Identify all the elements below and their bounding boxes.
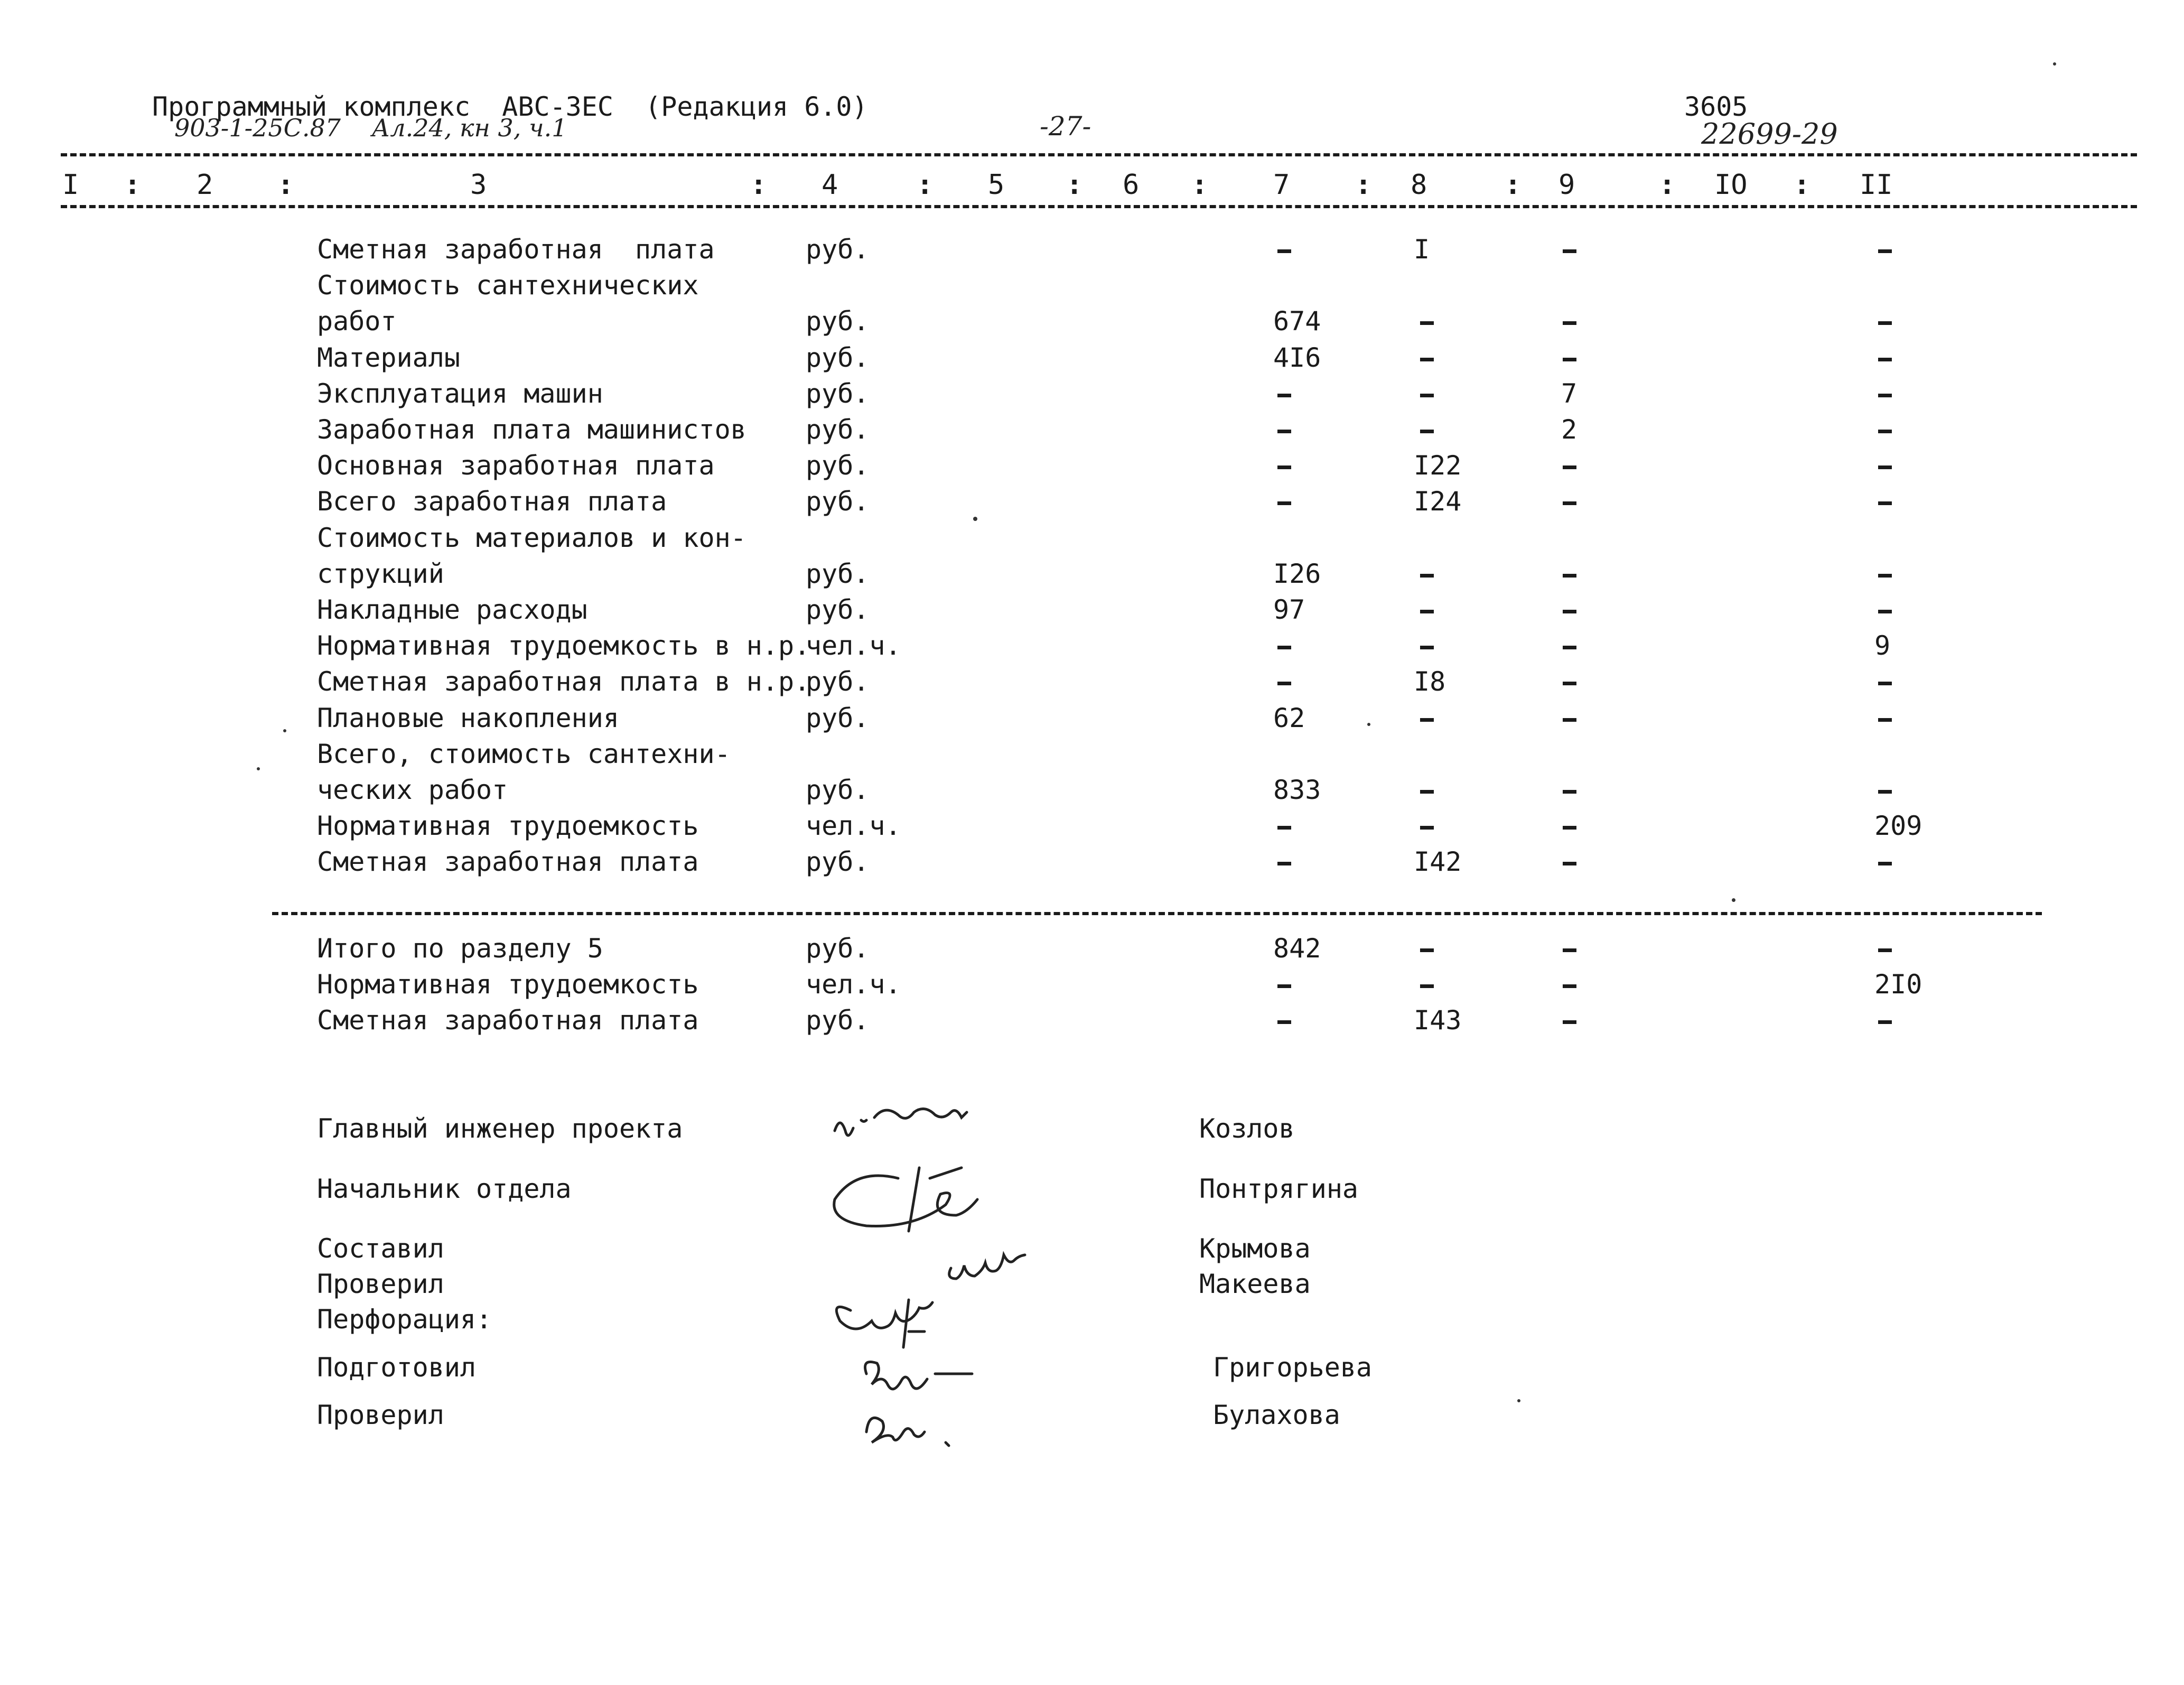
cell-col9 [1563, 249, 1576, 253]
column-separator: : [917, 169, 934, 201]
cell-col11 [1878, 948, 1892, 952]
row-label: Сметная заработная плата в н.р. [317, 666, 810, 697]
cell-col8 [1420, 358, 1434, 361]
cell-col8 [1420, 826, 1434, 830]
cell-col9 [1563, 862, 1576, 865]
cell-col7 [1277, 984, 1291, 988]
cell-col11 [1878, 430, 1892, 433]
speck [973, 517, 977, 521]
handwritten-document-number: 22699-29 [1701, 117, 1838, 151]
cell-col7: 674 [1273, 306, 1321, 337]
signatory-name: Булахова [1213, 1400, 1340, 1430]
cell-col7 [1277, 430, 1291, 433]
row-unit: руб. [806, 378, 870, 409]
column-number-9: 9 [1558, 169, 1575, 201]
speck [1732, 898, 1735, 902]
header-bottom-rule [61, 205, 2137, 208]
column-number-3: 3 [470, 169, 487, 201]
row-unit: руб. [806, 558, 870, 589]
cell-col7: 833 [1273, 775, 1321, 805]
cell-col7 [1277, 682, 1291, 685]
row-label: Нормативная трудоемкость в н.р. [317, 630, 810, 662]
cell-col11 [1878, 790, 1892, 794]
signatory-name: Козлов [1199, 1113, 1295, 1144]
cell-col8 [1420, 610, 1434, 613]
cell-col11 [1878, 249, 1892, 253]
cell-col7 [1277, 394, 1291, 397]
speck [1517, 1399, 1520, 1402]
cell-col9 [1563, 718, 1576, 722]
signatory-name: Крымова [1199, 1233, 1311, 1264]
cell-col9: 7 [1561, 378, 1578, 409]
signature-scribbles [824, 1099, 1067, 1374]
speck [2053, 62, 2056, 66]
cell-col9 [1563, 826, 1576, 830]
column-number-10: IO [1714, 169, 1748, 201]
column-separator: : [1066, 169, 1083, 201]
cell-col8: I42 [1414, 846, 1462, 878]
cell-col11 [1878, 358, 1892, 361]
cell-col7 [1277, 1020, 1291, 1024]
signatory-name: Григорьева [1213, 1352, 1373, 1383]
row-label: Нормативная трудоемкость [317, 811, 699, 842]
row-unit: руб. [806, 594, 870, 625]
speck [283, 729, 286, 732]
row-label: Всего, стоимость сантехни- [317, 738, 731, 769]
row-label: Стоимость материалов и кон- [317, 522, 746, 553]
cell-col11 [1878, 610, 1892, 613]
cell-col11 [1878, 1020, 1892, 1024]
cell-col8 [1420, 321, 1434, 325]
row-unit: руб. [806, 234, 870, 265]
column-separator: : [1191, 169, 1208, 201]
cell-col7: 97 [1273, 594, 1305, 625]
row-label: Плановые накопления [317, 702, 619, 733]
cell-col7 [1277, 249, 1291, 253]
signature-role: Главный инженер проекта [317, 1113, 683, 1144]
column-separator: : [277, 169, 294, 201]
speck [1367, 723, 1370, 726]
cell-col8 [1420, 430, 1434, 433]
handwritten-code: 903-1-25С.87 Ал.24, кн 3, ч.1 [174, 114, 567, 142]
cell-col8: I43 [1414, 1005, 1462, 1036]
cell-col11 [1878, 394, 1892, 397]
row-label: Сметная заработная плата [317, 234, 715, 265]
row-unit: руб. [806, 414, 870, 445]
document-number: 3605 [1684, 91, 1748, 122]
column-number-1: I [62, 169, 79, 201]
cell-col11 [1878, 862, 1892, 865]
cell-col11: 2I0 [1874, 969, 1922, 1000]
cell-col8: I24 [1414, 486, 1462, 517]
cell-col11 [1878, 501, 1892, 505]
cell-col7 [1277, 826, 1291, 830]
cell-col9 [1563, 984, 1576, 988]
cell-col8 [1420, 790, 1434, 794]
cell-col7: 4I6 [1273, 342, 1321, 373]
column-number-4: 4 [822, 169, 838, 201]
row-unit: руб. [806, 846, 870, 878]
signatory-name: Понтрягина [1199, 1174, 1359, 1204]
column-separator: : [1505, 169, 1522, 201]
page-number: -27- [1040, 111, 1091, 142]
cell-col9 [1563, 358, 1576, 361]
row-unit: чел.ч. [806, 630, 901, 662]
row-label: Материалы [317, 342, 460, 373]
cell-col11 [1878, 574, 1892, 578]
column-separator: : [1355, 169, 1372, 201]
cell-col9: 2 [1561, 414, 1578, 445]
row-label: Накладные расходы [317, 594, 587, 625]
cell-col7 [1277, 466, 1291, 469]
column-number-7: 7 [1273, 169, 1290, 201]
cell-col11: 209 [1874, 811, 1922, 842]
cell-col9 [1563, 646, 1576, 649]
cell-col11: 9 [1874, 630, 1891, 662]
cell-col8 [1420, 718, 1434, 722]
row-unit: руб. [806, 306, 870, 337]
column-number-11: II [1860, 169, 1893, 201]
column-separator: : [750, 169, 767, 201]
cell-col7: I26 [1273, 558, 1321, 589]
cell-col7: 842 [1273, 933, 1321, 964]
signature-role: Подготовил [317, 1352, 477, 1383]
column-separator: : [1659, 169, 1676, 201]
cell-col7 [1277, 646, 1291, 649]
cell-col9 [1563, 790, 1576, 794]
row-label: ческих работ [317, 775, 508, 805]
row-unit: руб. [806, 666, 870, 697]
row-unit: руб. [806, 933, 870, 964]
cell-col11 [1878, 321, 1892, 325]
cell-col7: 62 [1273, 702, 1305, 733]
row-unit: руб. [806, 775, 870, 805]
program-title: Программный комплекс АВС-ЗЕС (Редакция 6.0) [152, 91, 868, 122]
column-number-6: 6 [1123, 169, 1140, 201]
row-unit: руб. [806, 450, 870, 481]
row-label: Заработная плата машинистов [317, 414, 746, 445]
column-number-2: 2 [197, 169, 213, 201]
column-separator: : [124, 169, 141, 201]
row-unit: руб. [806, 1005, 870, 1036]
cell-col9 [1563, 321, 1576, 325]
row-label: Основная заработная плата [317, 450, 715, 481]
row-unit: чел.ч. [806, 811, 901, 842]
cell-col8: I8 [1414, 666, 1446, 697]
row-label: Стоимость сантехнических [317, 270, 699, 301]
cell-col8 [1420, 948, 1434, 952]
column-separator: : [1794, 169, 1810, 201]
cell-col7 [1277, 501, 1291, 505]
cell-col9 [1563, 948, 1576, 952]
row-label: Итого по разделу 5 [317, 933, 603, 964]
cell-col9 [1563, 501, 1576, 505]
column-number-5: 5 [988, 169, 1005, 201]
row-label: работ [317, 306, 397, 337]
cell-col9 [1563, 610, 1576, 613]
row-unit: руб. [806, 702, 870, 733]
row-unit: руб. [806, 342, 870, 373]
speck [257, 767, 260, 770]
cell-col8 [1420, 646, 1434, 649]
cell-col8 [1420, 984, 1434, 988]
row-label: Нормативная трудоемкость [317, 969, 699, 1000]
header-top-rule [61, 153, 2137, 156]
signature-scribbles-2 [856, 1353, 1025, 1458]
row-label: Всего заработная плата [317, 486, 667, 517]
cell-col9 [1563, 1020, 1576, 1024]
row-label: струкций [317, 558, 444, 589]
cell-col7 [1277, 862, 1291, 865]
cell-col8: I22 [1414, 450, 1462, 481]
signature-role: Начальник отдела [317, 1174, 572, 1204]
cell-col8: I [1414, 234, 1430, 265]
row-unit: чел.ч. [806, 969, 901, 1000]
column-number-8: 8 [1411, 169, 1427, 201]
signature-role: Составил [317, 1233, 444, 1264]
cell-col9 [1563, 574, 1576, 578]
row-label: Сметная заработная плата [317, 1005, 699, 1036]
cell-col8 [1420, 394, 1434, 397]
cell-col11 [1878, 466, 1892, 469]
signature-role: Проверил [317, 1400, 444, 1430]
cell-col11 [1878, 718, 1892, 722]
signature-role: Перфорация: [317, 1304, 492, 1335]
cell-col9 [1563, 682, 1576, 685]
row-label: Сметная заработная плата [317, 846, 699, 878]
cell-col9 [1563, 466, 1576, 469]
cell-col11 [1878, 682, 1892, 685]
cell-col8 [1420, 574, 1434, 578]
row-unit: руб. [806, 486, 870, 517]
signatory-name: Макеева [1199, 1269, 1311, 1299]
section-total-rule [272, 912, 2042, 915]
row-label: Эксплуатация машин [317, 378, 603, 409]
signature-role: Проверил [317, 1269, 444, 1299]
